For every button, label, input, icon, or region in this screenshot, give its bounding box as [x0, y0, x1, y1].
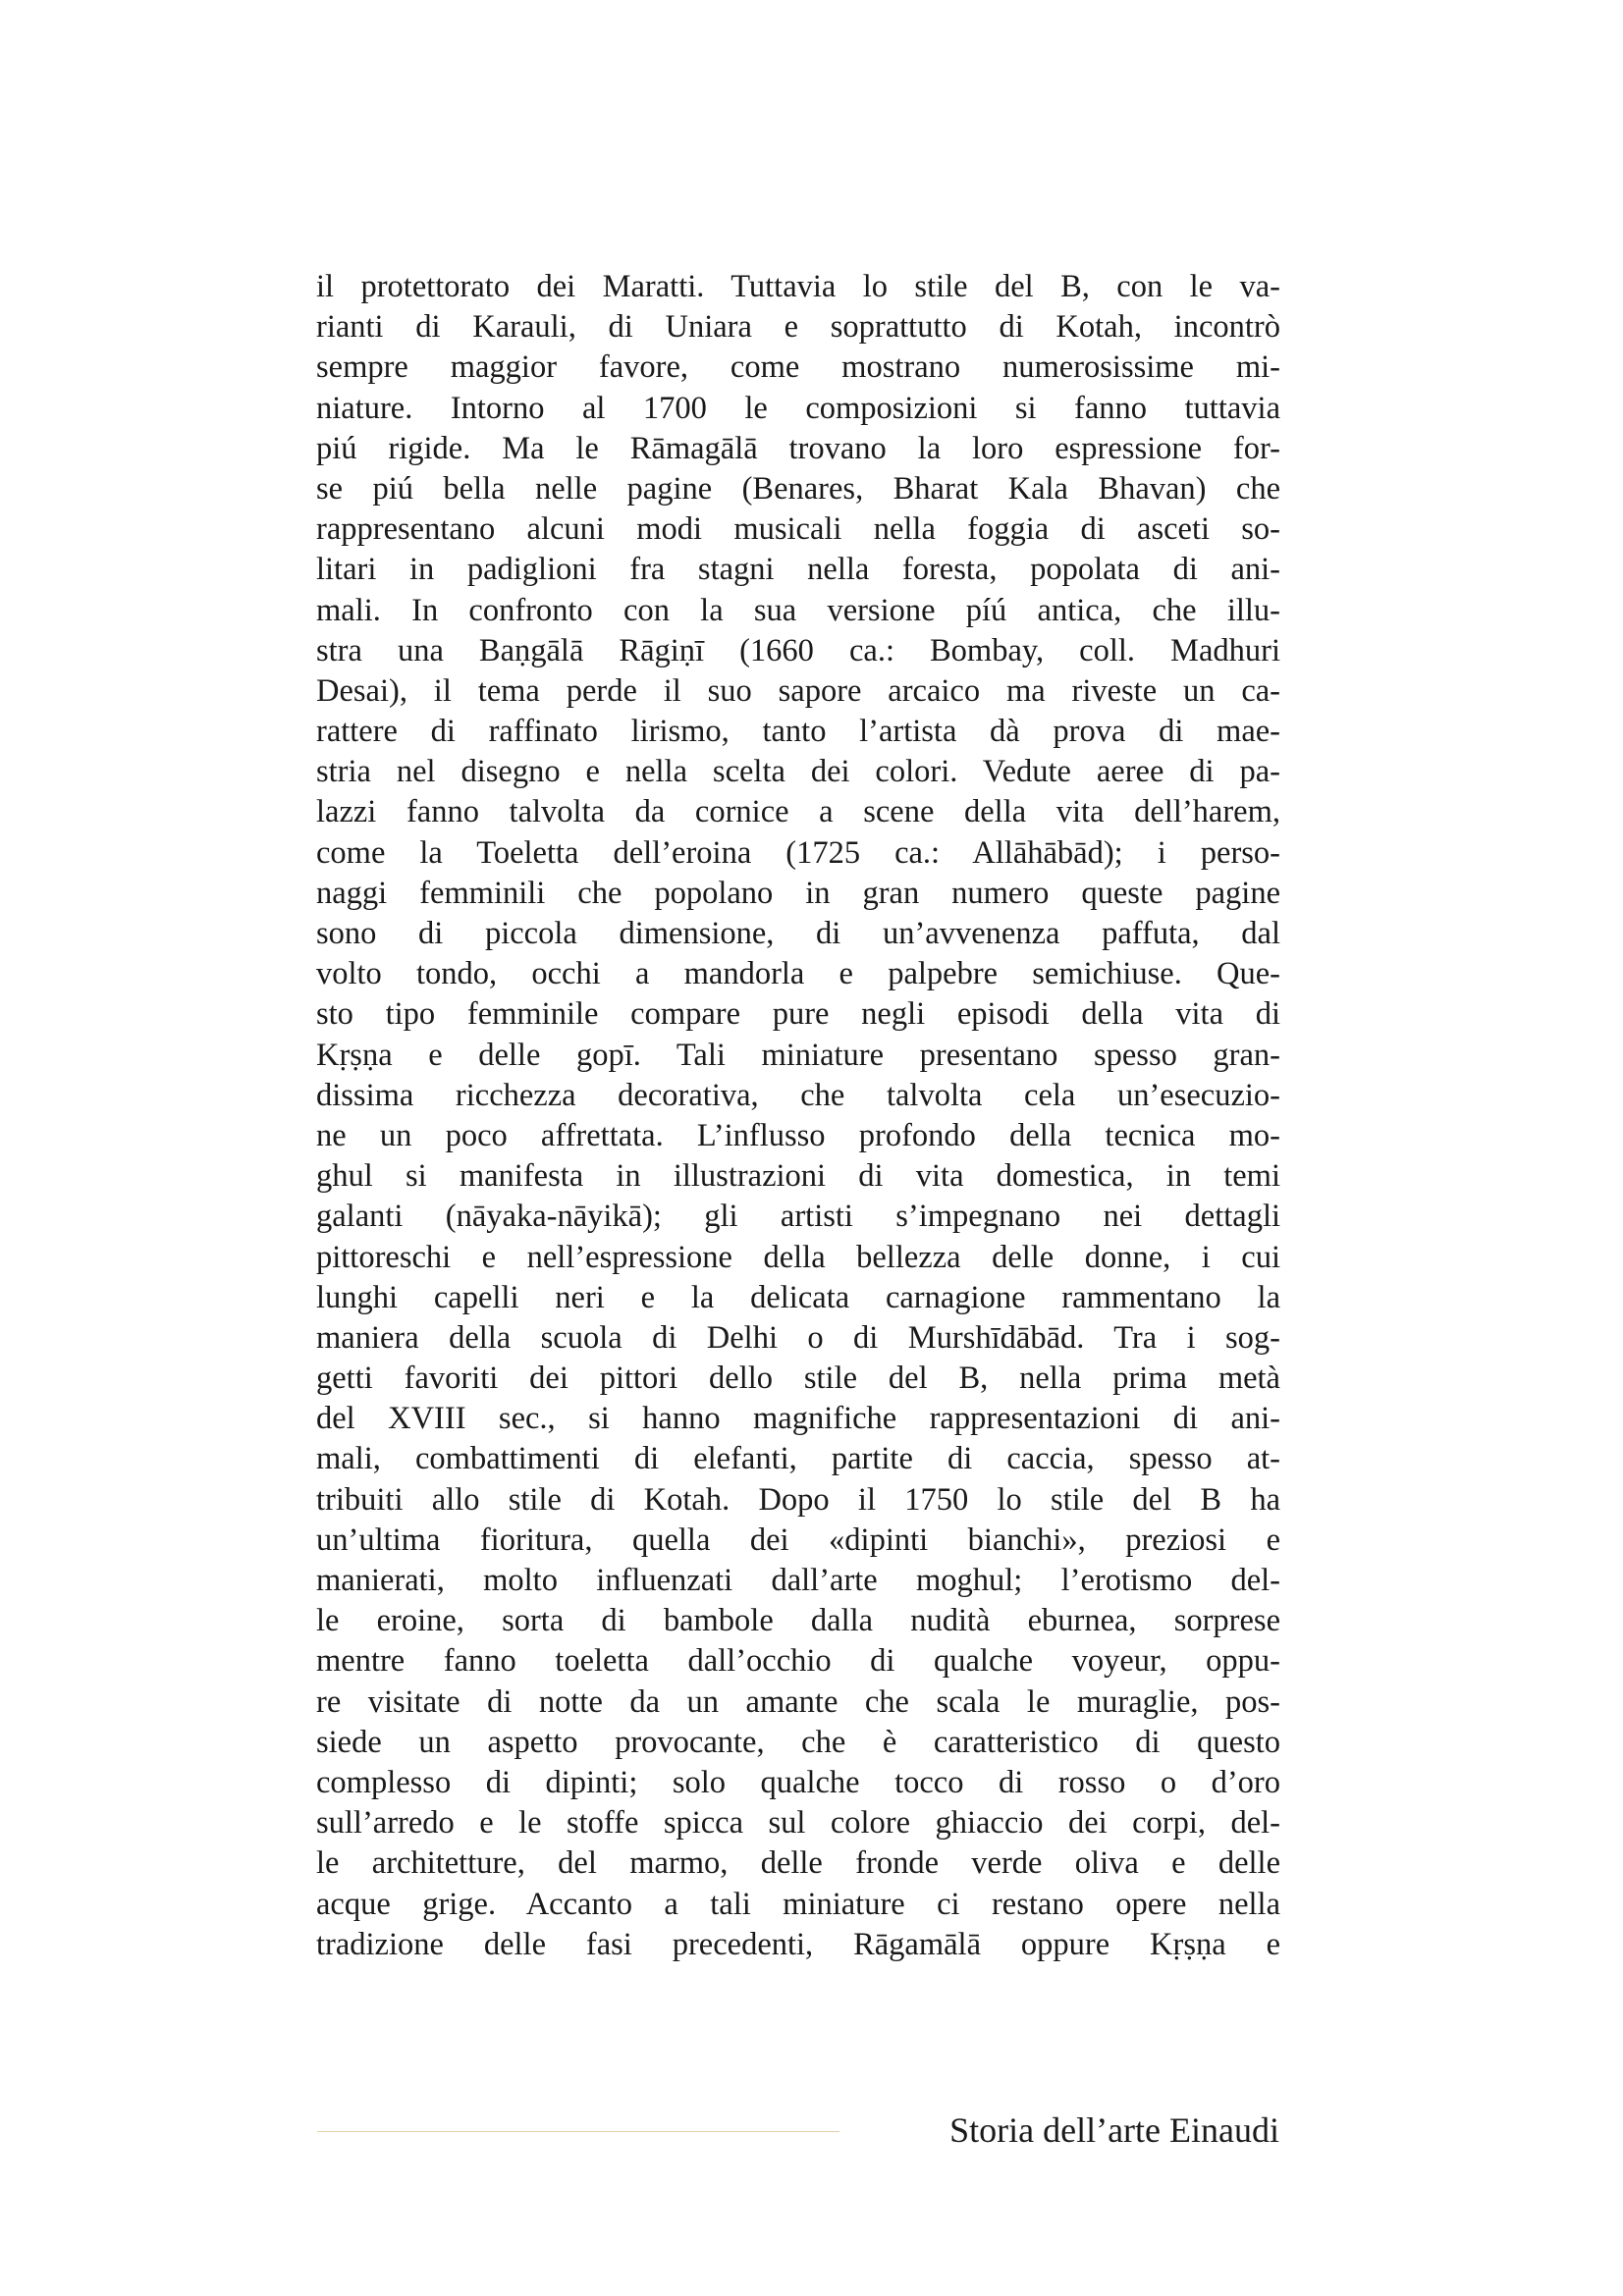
footer-title: Storia dell’arte Einaudi [949, 2110, 1279, 2150]
text-line: galanti (nāyaka-nāyikā); gli artisti s’impegnano nei dettagli [316, 1199, 1280, 1235]
text-line: rappresentano alcuni modi musicali nella foggia di asceti so- [316, 511, 1280, 548]
text-line: re visitate di notte da un amante che scala le muraglie, pos- [316, 1683, 1280, 1720]
text-line: lunghi capelli neri e la delicata carnagione rammentano la [316, 1279, 1280, 1315]
text-line: lazzi fanno talvolta da cornice a scene della vita dell’harem, [316, 794, 1280, 830]
text-line: complesso di dipinti; solo qualche tocco di rosso o d’oro [316, 1764, 1280, 1800]
text-line: il protettorato dei Maratti. Tuttavia lo stile del B, con le va- [316, 269, 1280, 304]
body-text [316, 267, 1280, 1965]
text-line: volto tondo, occhi a mandorla e palpebre semichiuse. Que- [316, 956, 1280, 992]
text-line: sempre maggior favore, come mostrano numerosissime mi- [316, 349, 1280, 386]
text-line: ne un poco affrettata. L’influsso profondo della tecnica mo- [316, 1117, 1280, 1153]
footer-rule [317, 2131, 839, 2132]
text-line: niature. Intorno al 1700 le composizioni si fanno tuttavia [316, 390, 1280, 426]
text-line: acque grige. Accanto a tali miniature ci restano opere nella [316, 1886, 1280, 1922]
text-line: rattere di raffinato lirismo, tanto l’artista dà prova di mae- [316, 714, 1280, 750]
text-line: mali, combattimenti di elefanti, partite di caccia, spesso at- [316, 1441, 1280, 1477]
text-line: litari in padiglioni fra stagni nella foresta, popolata di ani- [316, 552, 1280, 588]
text-line: dissima ricchezza decorativa, che talvolta cela un’esecuzio- [316, 1077, 1280, 1113]
text-line: mentre fanno toeletta dall’occhio di qualche voyeur, oppu- [316, 1643, 1280, 1680]
text-line: stra una Baṇgālā Rāgiṇī (1660 ca.: Bombay, coll. Madhuri [316, 632, 1280, 668]
text-line: manierati, molto influenzati dall’arte moghul; l’erotismo del- [316, 1563, 1280, 1598]
text-line: getti favoriti dei pittori dello stile del B, nella prima metà [316, 1361, 1280, 1397]
text-line: tribuiti allo stile di Kotah. Dopo il 1750 lo stile del B ha [316, 1481, 1280, 1518]
text-line: siede un aspetto provocante, che è caratteristico di questo [316, 1724, 1280, 1760]
text-line: naggi femminili che popolano in gran numero queste pagine [316, 875, 1280, 911]
text-line: rianti di Karauli, di Uniara e soprattutto di Kotah, incontrò [316, 309, 1280, 346]
text-line: maniera della scuola di Delhi o di Murshīdābād. Tra i sog- [316, 1319, 1280, 1356]
text-line: Desai), il tema perde il suo sapore arcaico ma riveste un ca- [316, 672, 1280, 709]
text-line: piú rigide. Ma le Rāmagālā trovano la loro espressione for- [316, 430, 1280, 466]
text-line: sto tipo femminile compare pure negli episodi della vita di [316, 996, 1280, 1033]
text-line: se piú bella nelle pagine (Benares, Bharat Kala Bhavan) che [316, 470, 1280, 507]
text-line: pittoreschi e nell’espressione della bellezza delle donne, i cui [316, 1239, 1280, 1275]
text-line: ghul si manifesta in illustrazioni di vita domestica, in temi [316, 1158, 1280, 1195]
text-line: le architetture, del marmo, delle fronde verde oliva e delle [316, 1845, 1280, 1882]
text-line: un’ultima fioritura, quella dei «dipinti bianchi», preziosi e [316, 1522, 1280, 1558]
text-line: tradizione delle fasi precedenti, Rāgamālā oppure Kṛṣṇa e [316, 1926, 1280, 1962]
text-line: le eroine, sorta di bambole dalla nudità eburnea, sorprese [316, 1603, 1280, 1639]
text-line: del XVIII sec., si hanno magnifiche rappresentazioni di ani- [316, 1401, 1280, 1437]
text-line: stria nel disegno e nella scelta dei colori. Vedute aeree di pa- [316, 754, 1280, 790]
text-line: sull’arredo e le stoffe spicca sul colore ghiaccio dei corpi, del- [316, 1805, 1280, 1842]
text-line: mali. In confronto con la sua versione píú antica, che illu- [316, 592, 1280, 628]
text-line: sono di piccola dimensione, di un’avvenenza paffuta, dal [316, 916, 1280, 951]
text-line: come la Toeletta dell’eroina (1725 ca.: Allāhābād); i perso- [316, 834, 1280, 871]
text-line: Kṛṣṇa e delle gopī. Tali miniature presentano spesso gran- [316, 1037, 1280, 1073]
